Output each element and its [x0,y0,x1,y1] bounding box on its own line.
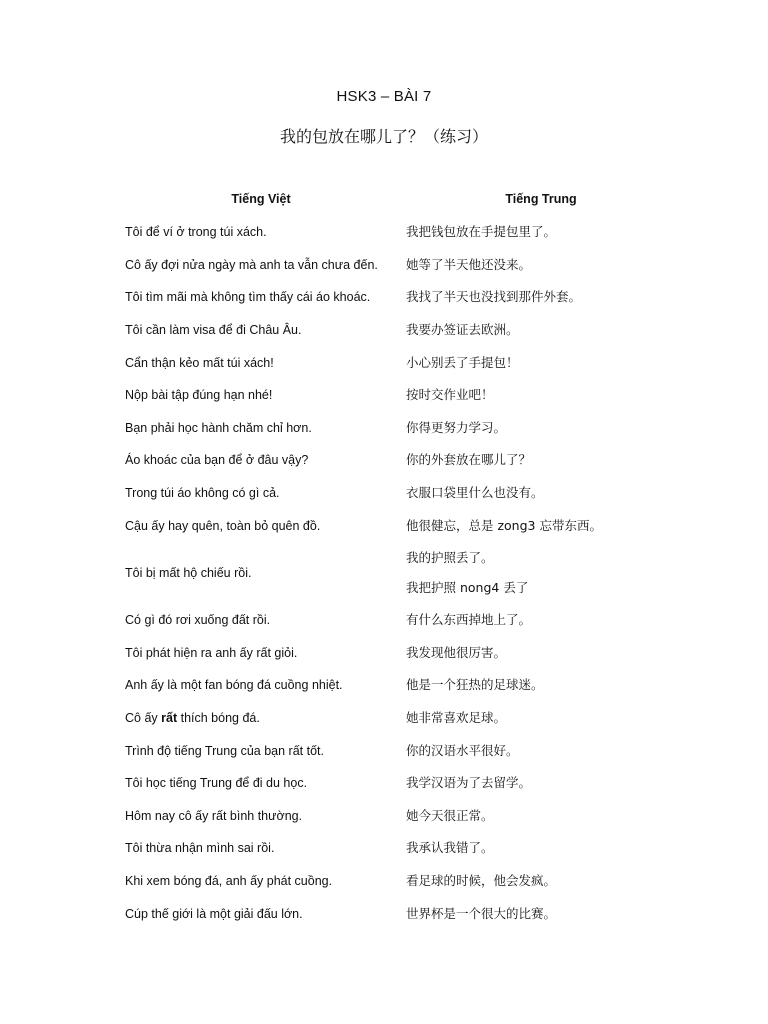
cell-vietnamese: Cậu ấy hay quên, toàn bỏ quên đồ. [125,518,321,533]
table-row [116,702,676,735]
header-chinese: Tiếng Trung [505,192,577,206]
chinese-line: 小心别丢了手提包！ [406,354,519,370]
vocabulary-table [116,182,676,930]
chinese-line: 你的汉语水平很好。 [406,742,519,758]
cell-vietnamese: Cúp thế giới là một giải đấu lớn. [125,906,303,921]
cell-vietnamese: Tôi để ví ở trong túi xách. [125,225,267,240]
cell-vietnamese: Bạn phải học hành chăm chỉ hơn. [125,420,312,435]
cell-vietnamese: Áo khoác của bạn để ở đâu vậy? [125,453,309,468]
cell-vietnamese: Cô ấy đợi nửa ngày mà anh ta vẫn chưa đến. [125,257,378,272]
cell-chinese [406,638,676,668]
table-row [116,734,676,767]
cell-chinese [406,899,676,929]
chinese-line: 按时交作业吧！ [406,387,494,403]
vi-text-bold: rất [161,711,178,726]
chinese-line: 你得更努力学习。 [406,419,507,435]
cell-chinese [406,543,676,603]
cell-vietnamese: Nộp bài tập đúng hạn nhé! [125,388,273,403]
table-row [116,249,676,282]
chinese-line: 你的外套放在哪儿了？ [406,452,532,468]
chinese-line: 她等了半天他还没来。 [406,256,532,272]
cell-chinese [406,703,676,733]
cell-chinese [406,670,676,700]
document-subtitle: 我的包放在哪儿了？（练习） [279,127,488,146]
cell-chinese [406,315,676,345]
chinese-line: 我承认我错了。 [406,840,494,856]
table-row [116,314,676,347]
cell-vietnamese: Cẩn thận kẻo mất túi xách! [125,355,274,370]
cell-vietnamese: Tôi phát hiện ra anh ấy rất giỏi. [125,645,298,660]
cell-vietnamese: Khi xem bóng đá, anh ấy phát cuồng. [125,873,333,888]
table-row [116,865,676,898]
table-row [116,637,676,670]
chinese-line: 我把护照 nong4 丢了 [406,579,529,595]
table-row [116,379,676,412]
cell-chinese [406,413,676,443]
cell-chinese [406,833,676,863]
cell-vietnamese: Tôi học tiếng Trung để đi du học. [125,776,308,791]
chinese-line: 我找了半天也没找到那件外套。 [406,289,582,305]
chinese-line: 看足球的时候，他会发疯。 [406,872,557,888]
cell-chinese [406,217,676,247]
cell-vietnamese: Trình độ tiếng Trung của bạn rất tốt. [125,743,324,758]
chinese-line: 世界杯是一个很大的比赛。 [406,905,557,921]
chinese-line: 他是一个狂热的足球迷。 [406,677,544,693]
chinese-line: 她非常喜欢足球。 [406,710,507,726]
cell-chinese [406,250,676,280]
cell-vietnamese: Tôi tìm mãi mà không tìm thấy cái áo khoác. [125,290,371,305]
cell-vietnamese: Tôi cần làm visa để đi Châu Âu. [125,323,302,338]
cell-chinese [406,478,676,508]
chinese-line: 我要办签证去欧洲。 [406,322,519,338]
chinese-line: 我把钱包放在手提包里了。 [406,224,557,240]
cell-vietnamese: Tôi thừa nhận mình sai rồi. [125,841,275,856]
table-row [116,542,676,604]
table-row [116,412,676,445]
table-row [116,444,676,477]
chinese-line: 我发现他很厉害。 [406,644,507,660]
table-row [116,216,676,249]
cell-vietnamese [116,711,406,725]
table-row [116,509,676,542]
cell-chinese [406,768,676,798]
chinese-line: 我的护照丢了。 [406,549,494,565]
table-header [116,182,676,216]
cell-vietnamese: Tôi bị mất hộ chiếu rồi. [125,565,252,580]
cell-chinese [406,866,676,896]
table-row [116,669,676,702]
table-row [116,800,676,833]
table-row [116,477,676,510]
cell-chinese [406,445,676,475]
cell-chinese [406,511,676,541]
table-row [116,832,676,865]
vi-text-after: thích bóng đá. [177,711,260,726]
chinese-line: 有什么东西掉地上了。 [406,612,532,628]
cell-chinese [406,348,676,378]
cell-chinese [406,736,676,766]
cell-chinese [406,801,676,831]
cell-chinese [406,282,676,312]
chinese-line: 衣服口袋里什么也没有。 [406,485,544,501]
cell-chinese [406,380,676,410]
cell-vietnamese: Có gì đó rơi xuống đất rồi. [125,613,271,628]
table-row [116,897,676,930]
vi-text-before: Cô ấy [125,711,162,726]
chinese-line: 她今天很正常。 [406,807,494,823]
chinese-line: 他很健忘，总是 zong3 忘带东西。 [406,517,602,533]
table-row [116,767,676,800]
table-row [116,346,676,379]
document-title: HSK3 – BÀI 7 [336,88,432,105]
cell-vietnamese: Trong túi áo không có gì cả. [125,486,280,501]
table-row [116,281,676,314]
chinese-line: 我学汉语为了去留学。 [406,775,532,791]
cell-chinese [406,605,676,635]
header-vietnamese: Tiếng Việt [231,192,291,206]
cell-vietnamese: Anh ấy là một fan bóng đá cuồng nhiệt. [125,678,343,693]
cell-vietnamese: Hôm nay cô ấy rất bình thường. [125,808,303,823]
table-row [116,604,676,637]
